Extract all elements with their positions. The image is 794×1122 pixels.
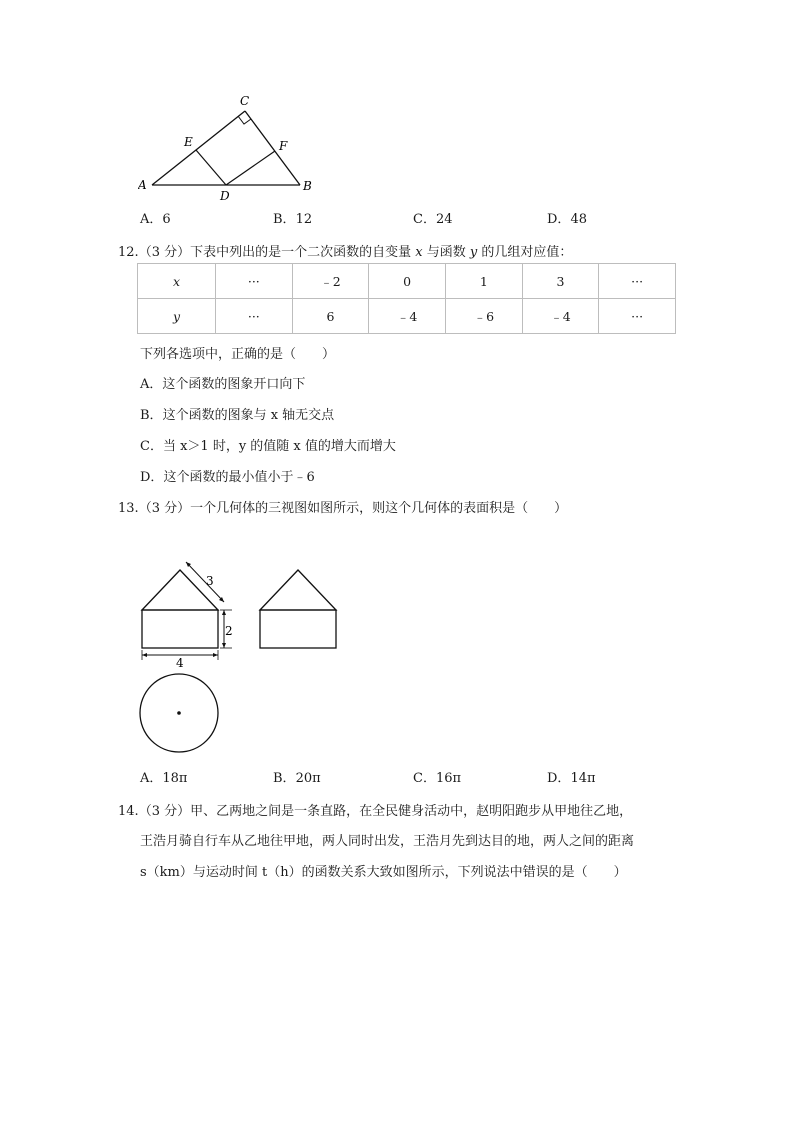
q14-stem-line1: 14.（3 分）甲、乙两地之间是一条直路，在全民健身活动中，赵明阳跑步从甲地往乙地，	[118, 804, 633, 819]
q13-option-a[interactable]: A．18π	[140, 771, 188, 786]
q12-option-b[interactable]: B．这个函数的图象与 x 轴无交点	[140, 408, 335, 423]
q13-number: 13.	[118, 501, 139, 516]
q12-option-c[interactable]: C．当 x＞1 时，y 的值随 x 值的增大而增大	[140, 439, 396, 454]
q14-stem-line2: 王浩月骑自行车从乙地往甲地，两人同时出发，王浩月先到达目的地，两人之间的距离	[140, 834, 635, 849]
q12-prompt: 下列各选项中，正确的是（ ）	[140, 347, 336, 362]
dim-height: 2	[225, 624, 233, 638]
q14-number: 14.	[118, 804, 139, 819]
q11-option-d[interactable]: D．48	[547, 212, 587, 227]
q12-value-table	[137, 263, 676, 334]
table-row: y ··· 6 ﹣4 ﹣6 ﹣4 ···	[138, 299, 676, 334]
q11-triangle-figure	[138, 92, 313, 204]
label-c: C	[240, 94, 250, 108]
q11-option-a[interactable]: A．6	[140, 212, 171, 227]
dim-width: 4	[176, 656, 184, 670]
q13-option-c[interactable]: C．16π	[413, 771, 462, 786]
q12-number: 12.	[118, 245, 139, 260]
label-f: F	[279, 139, 288, 153]
label-a: A	[138, 178, 147, 192]
q13-option-d[interactable]: D．14π	[547, 771, 596, 786]
table-row: x ··· ﹣2 0 1 3 ···	[138, 264, 676, 299]
q12-option-d[interactable]: D．这个函数的最小值小于﹣6	[140, 470, 315, 485]
dim-slant: 3	[206, 574, 214, 588]
label-d: D	[220, 189, 230, 203]
q12-stem: 12.（3 分）下表中列出的是一个二次函数的自变量 x 与函数 y 的几组对应值：	[118, 245, 573, 260]
q13-stem: 13.（3 分）一个几何体的三视图如图所示，则这个几何体的表面积是（ ）	[118, 501, 568, 516]
label-b: B	[303, 179, 312, 193]
q11-option-b[interactable]: B．12	[273, 212, 313, 227]
label-e: E	[184, 135, 193, 149]
q13-three-views-figure	[136, 552, 338, 756]
q11-option-c[interactable]: C．24	[413, 212, 453, 227]
q12-option-a[interactable]: A．这个函数的图象开口向下	[140, 377, 306, 392]
q13-option-b[interactable]: B．20π	[273, 771, 321, 786]
q14-stem-line3: s（km）与运动时间 t（h）的函数关系大致如图所示，下列说法中错误的是（ ）	[140, 865, 627, 880]
